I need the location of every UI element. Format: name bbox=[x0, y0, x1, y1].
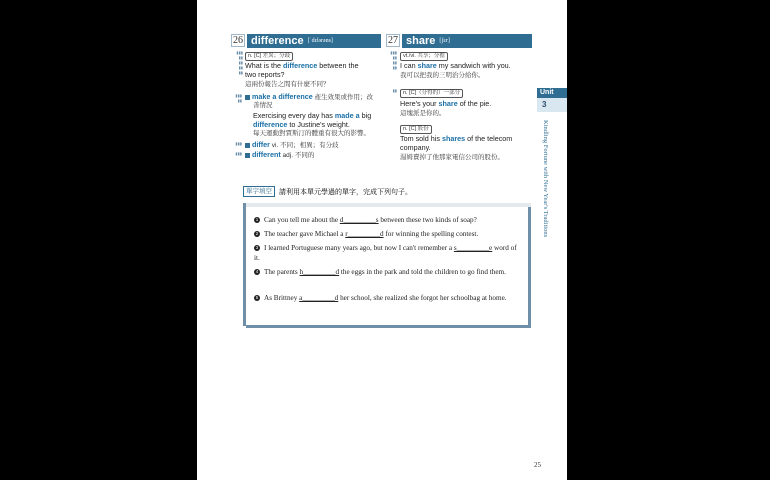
item-number-badge: 1 bbox=[255, 217, 259, 223]
phrase-example-translation: 每天運動對賈斯汀的體重有很大的影響。 bbox=[253, 130, 370, 137]
exercise-title bbox=[243, 186, 412, 197]
page-number: 25 bbox=[534, 461, 541, 469]
exercise-box bbox=[243, 203, 531, 326]
answer-blank[interactable]: h_________d bbox=[299, 268, 340, 276]
unit-title-vertical: Kindling Fortune with New Year's Traditions bbox=[542, 120, 549, 238]
headword-bar bbox=[247, 34, 381, 48]
entry-27-header bbox=[386, 33, 532, 48]
unit-number: 3 bbox=[537, 98, 567, 112]
example-sentence: Here's your share of the pie. bbox=[400, 99, 492, 108]
example-translation: 湯姆賣掉了他那家電信公司的股份。 bbox=[400, 154, 504, 161]
exercise-item: 4 The parents h_________d the eggs in the park and told the children to go find them. bbox=[255, 268, 506, 276]
audio-marker: ▮▮▮ ▮▮ ▮▮ ▮▮ ▮▮ bbox=[236, 50, 243, 75]
exercise-tag: 單字填空 bbox=[243, 186, 275, 197]
answer-blank[interactable]: d_________s bbox=[339, 216, 379, 224]
audio-marker: ▮▮▮ ▮▮ bbox=[235, 93, 242, 103]
example-translation: 這塊派是你的。 bbox=[400, 110, 446, 117]
example-sentence: What is the difference between the two reports? bbox=[245, 61, 359, 79]
phrase-square-icon bbox=[245, 95, 250, 100]
item-number-badge: 4 bbox=[255, 269, 259, 275]
phonetic: [ʃɛr] bbox=[439, 37, 450, 44]
item-number-badge: 2 bbox=[255, 231, 259, 237]
headword: difference bbox=[251, 34, 304, 47]
example-translation: 我可以把我的三明治分給你。 bbox=[400, 72, 485, 79]
phrase-entry: make a difference 產生效果或作用；改 bbox=[245, 92, 375, 102]
exercise-panel bbox=[246, 207, 531, 328]
exercise-item: 1 Can you tell me about the d_________s between these two kinds of soap? bbox=[255, 216, 477, 224]
item-number-badge: 3 bbox=[255, 245, 259, 251]
example-sentence: I can share my sandwich with you. bbox=[400, 61, 511, 70]
phrase-meaning-line2: 善情況 bbox=[253, 102, 273, 109]
entry-number: 27 bbox=[388, 35, 398, 46]
exercise-instruction: 請利用本單元學過的單字，完成下列句子。 bbox=[279, 188, 412, 196]
part-of-speech: n. [C] 股份 bbox=[400, 123, 432, 134]
part-of-speech: vt./vi. 共享；分擔 bbox=[400, 50, 448, 61]
answer-blank[interactable]: a_________d bbox=[299, 294, 339, 302]
unit-tab: Unit bbox=[537, 88, 567, 98]
part-of-speech: n. [C] 差異；分歧 bbox=[245, 50, 293, 61]
answer-blank[interactable]: r_________d bbox=[345, 230, 384, 238]
exercise-item: 3 I learned Portuguese many years ago, but now I can't remember a s_________e word of it. bbox=[254, 244, 517, 262]
audio-marker: ▮▮ bbox=[392, 88, 397, 93]
derivative-2: different adj. 不同的 bbox=[245, 150, 314, 160]
audio-marker: ▮▮▮ ▮▮ ▮▮ ▮▮ bbox=[390, 50, 397, 70]
entry-number: 26 bbox=[233, 35, 243, 46]
headword-bar bbox=[402, 34, 532, 48]
exercise-item: 5 As Brittney a_________d her school, she realized she forgot her schoolbag at home. bbox=[255, 294, 507, 302]
phrase-example: Exercising every day has made a big difference to Justine's weight. bbox=[253, 111, 372, 129]
derivative-1: differ vi. 不同；相異；有分歧 bbox=[245, 140, 339, 150]
audio-marker: ▮▮▮ bbox=[235, 151, 242, 156]
part-of-speech: n. [C]（分得的）一部分 bbox=[400, 87, 463, 98]
entry-26-header bbox=[231, 33, 381, 48]
exercise-item: 2 The teacher gave Michael a r_________d for winning the spelling contest. bbox=[255, 230, 479, 238]
phonetic: [ˈdɪfərəns] bbox=[307, 37, 333, 44]
example-sentence: Tom sold his shares of the telecom company. bbox=[400, 134, 513, 152]
headword: share bbox=[406, 34, 436, 47]
audio-marker: ▮▮▮ bbox=[235, 141, 242, 146]
item-number-badge: 5 bbox=[255, 295, 259, 301]
answer-blank[interactable]: s_________e bbox=[453, 244, 493, 252]
example-translation: 這兩份報告之間有什麼不同？ bbox=[245, 81, 330, 88]
derivative-square-icon bbox=[245, 153, 250, 158]
derivative-square-icon bbox=[245, 143, 250, 148]
textbook-page bbox=[197, 0, 567, 480]
